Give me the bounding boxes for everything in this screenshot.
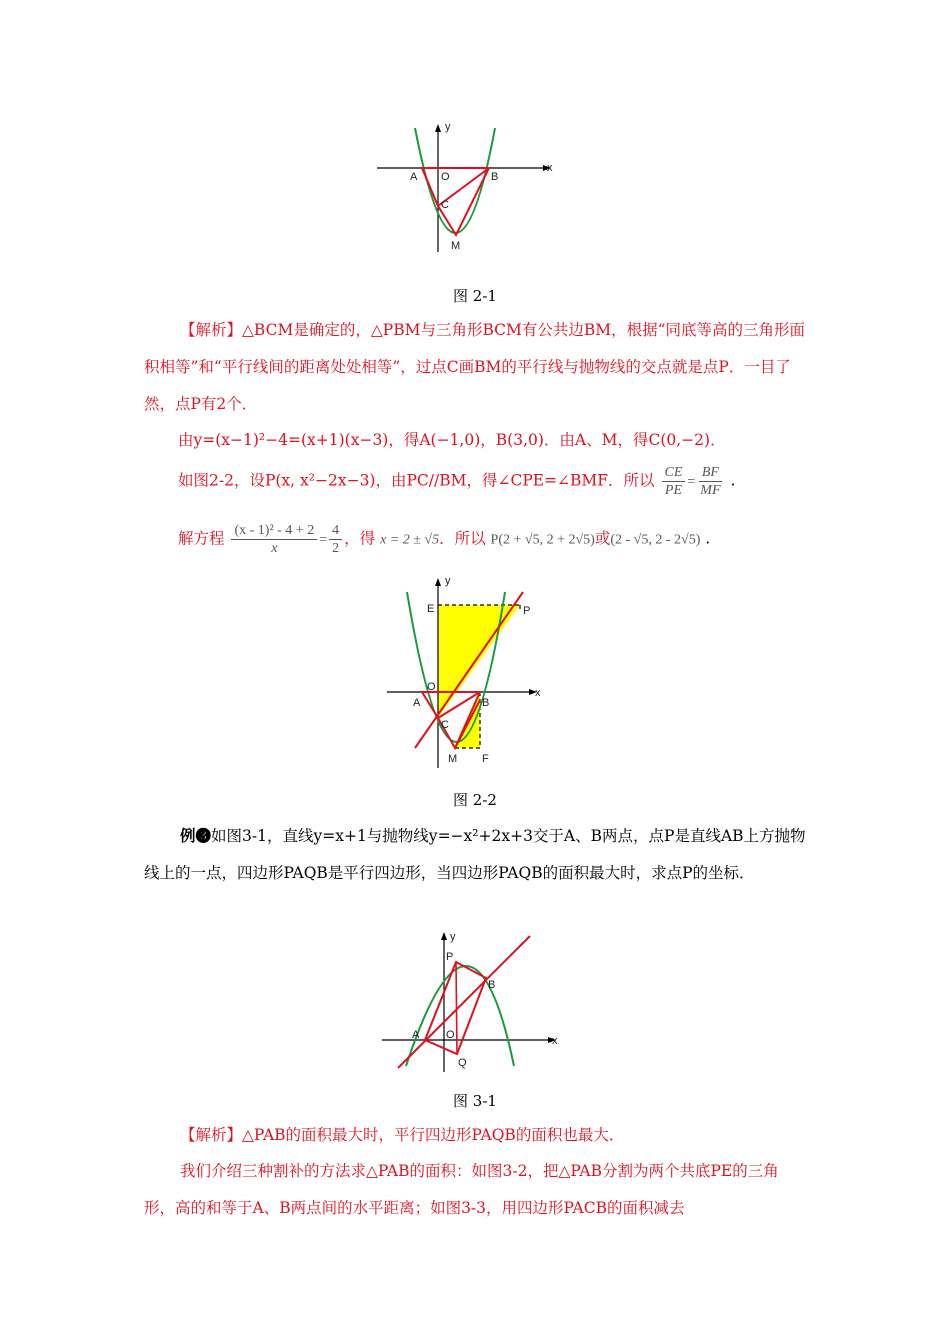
or-word: 或 [594, 529, 611, 548]
y-arrow-icon [435, 124, 441, 132]
fraction-denominator: PE [664, 483, 682, 498]
derivation-line-2-text: 如图2-2，设P(x, x²−2x−3)，由PC//BM，得∠CPE=∠BMF．所以 [178, 471, 655, 490]
label-B: B [488, 979, 496, 991]
label-O: O [427, 681, 436, 693]
parabola [406, 966, 514, 1066]
fraction-numerator: BF [699, 464, 722, 482]
label-y: y [445, 575, 451, 587]
analysis-bracket: 【解析】 [180, 321, 243, 339]
label-M: M [448, 753, 458, 765]
analysis-bracket: 【解析】 [180, 1126, 243, 1144]
figure-3-1-caption: 图 3-1 [453, 1092, 497, 1110]
derivation-line-2 [178, 464, 735, 499]
label-A: A [413, 697, 421, 709]
figure-2-2 [0, 572, 950, 768]
method-paragraph: 我们介绍三种割补的方法求△PAB的面积：如图3-2，把△PAB分割为两个共底PE的三角形，高的和等于A、B两点间的水平距离；如图3-3，用四边形PACB的面积减去 [144, 1162, 779, 1217]
label-O: O [441, 171, 450, 183]
example-3-label: 例❸ [180, 826, 212, 845]
point-P2: (2 - √5, 2 - 2√5) [610, 532, 701, 548]
label-x: x [552, 1035, 558, 1047]
figure-2-1 [0, 118, 950, 258]
label-O: O [446, 1029, 455, 1041]
figure-2-1-graph [375, 118, 575, 258]
equation-fraction-left [231, 522, 317, 557]
fraction-numerator: CE [662, 464, 686, 482]
figure-2-2-graph [385, 572, 565, 768]
label-C: C [441, 719, 449, 731]
label-A: A [410, 171, 418, 183]
label-x: x [535, 687, 541, 699]
example-3-paragraph [144, 817, 808, 892]
equation-line-mid2: ．所以 [439, 529, 486, 548]
equation-line-mid: ，得 [344, 529, 376, 548]
fraction-numerator: 4 [329, 522, 342, 540]
equals-sign: = [319, 532, 328, 548]
y-arrow-icon [441, 932, 447, 940]
segment-PQ [456, 962, 457, 1054]
figure-2-1-caption: 图 2-1 [453, 287, 497, 305]
fraction-bf-mf [697, 464, 723, 499]
figure-3-1-graph [380, 926, 570, 1076]
equation-line-lead: 解方程 [178, 529, 225, 548]
label-Q: Q [458, 1057, 467, 1069]
fraction-denominator: x [271, 541, 278, 556]
solution-x: x = 2 ± √5 [380, 532, 440, 548]
equals-sign: = [687, 474, 696, 490]
equation-fraction-right [329, 522, 342, 557]
analysis-text: △PAB的面积最大时，平行四边形PAQB的面积也最大． [242, 1126, 625, 1144]
label-P: P [446, 951, 454, 963]
fraction-denominator: 2 [332, 541, 340, 556]
label-B: B [482, 697, 490, 709]
figure-2-2-caption: 图 2-2 [453, 791, 497, 809]
label-x: x [547, 162, 553, 174]
analysis-paragraph-1 [144, 312, 808, 423]
derivation-line-1: 由y=(x−1)²−4=(x+1)(x−3)，得A(−1,0)，B(3,0)．由A、M，得C(0,−2)． [178, 431, 726, 449]
label-y: y [445, 121, 451, 133]
fraction-ce-pe [662, 464, 686, 499]
fraction-numerator: (x - 1)² - 4 + 2 [231, 522, 317, 540]
label-P: P [523, 605, 531, 617]
analysis-paragraph-2 [144, 1117, 808, 1154]
label-B: B [491, 171, 499, 183]
point-P1: P(2 + √5, 2 + 2√5) [490, 532, 595, 548]
label-A: A [412, 1029, 420, 1041]
y-arrow-icon [435, 578, 441, 586]
quad-ACMB [422, 168, 489, 235]
figure-3-1 [0, 926, 950, 1076]
equation-line [178, 522, 710, 557]
period: . [705, 529, 711, 548]
analysis-text: △BCM是确定的，△PBM与三角形BCM有公共边BM，根据“同底等高的三角形面积相等”和“平行线间的距离处处相等”，过点C画BM的平行线与抛物线的交点就是点P．一目了然，点P有2个． [144, 321, 806, 413]
fraction-denominator: MF [700, 483, 721, 498]
label-y: y [450, 931, 456, 943]
label-E: E [427, 603, 435, 615]
label-F: F [482, 753, 489, 765]
label-M: M [451, 240, 461, 252]
example-3-text: 如图3-1，直线y=x+1与抛物线y=−x²+2x+3交于A、B两点，点P是直线AB上方抛物线上的一点，四边形PAQB是平行四边形，当四边形PAQB的面积最大时，求点P的坐标． [144, 827, 806, 882]
period: . [730, 471, 736, 490]
label-C: C [441, 199, 449, 211]
